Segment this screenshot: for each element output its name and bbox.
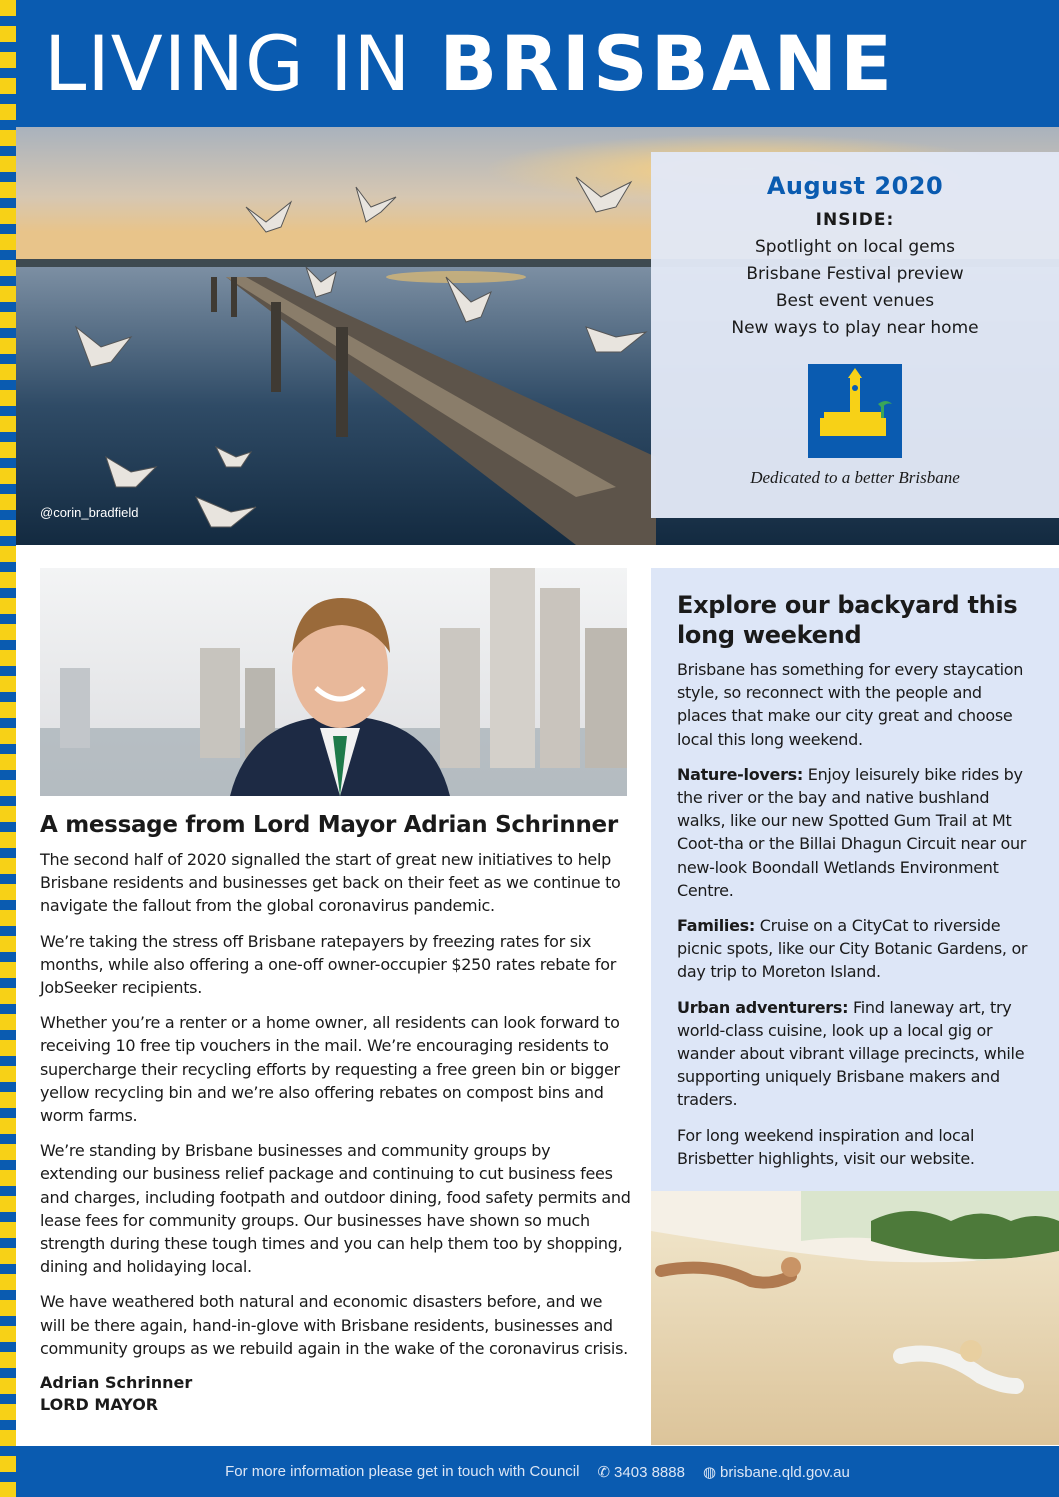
footer-phone[interactable]: [597, 1463, 684, 1481]
explore-section: [677, 763, 1033, 902]
inside-label: INSIDE:: [815, 210, 895, 230]
inside-item: Brisbane Festival preview: [746, 264, 964, 284]
section-text: Find laneway art, try world-class cuisine, look up a local gig or wander about vibrant village precincts, while supporting uniquely Brisbane makers and traders.: [677, 997, 1025, 1110]
mayor-message: [40, 812, 632, 1416]
phone-number: 3403 8888: [614, 1463, 685, 1481]
explore-section: [677, 996, 1033, 1112]
message-paragraph: We’re standing by Brisbane businesses and community groups by extending our business relief package and continuing to cut business fees and charges, including footpath and outdoor dining, food safety permits and lease fees for community groups. Our businesses have shown so much strength during these tough times and you can help them too by shopping, dining and holidaying local.: [40, 1141, 631, 1277]
message-paragraph: We have weathered both natural and economic disasters before, and we will be there again, hand-in-glove with Brisbane residents, businesses and community groups as we rebuild again in the wake of the coronavirus crisis.: [40, 1292, 628, 1358]
inside-item: Spotlight on local gems: [755, 237, 955, 257]
explore-outro: For long weekend inspiration and local Brisbetter highlights, visit our website.: [677, 1125, 975, 1168]
explore-intro: Brisbane has something for every staycation style, so reconnect with the people and places that make our city great and choose local this long weekend.: [677, 660, 1024, 749]
motto: Dedicated to a better Brisbane: [750, 468, 960, 487]
decorative-stripe: [0, 0, 16, 1497]
section-text: Cruise on a CityCat to riverside picnic spots, like our City Botanic Gardens, or day trip to Moreton Island.: [677, 916, 1028, 982]
section-text: Enjoy leisurely bike rides by the river or the bay and native bushland walks, like our new Spotted Gum Trail at Mt Coot-tha or the Billai Dhagun Circuit near our new-look Boondall Wetlands Environment Centre.: [677, 764, 1027, 900]
signature-name: Adrian Schrinner: [40, 1373, 193, 1393]
footer-text: For more information please get in touch with Council: [225, 1463, 580, 1480]
explore-heading: Explore our backyard this long weekend: [677, 591, 1018, 649]
signature-title: LORD MAYOR: [40, 1395, 159, 1415]
section-label: Nature-lovers:: [677, 764, 803, 784]
masthead-title-bold: BRISBANE: [439, 19, 896, 108]
photo-credit: @corin_bradfield: [40, 505, 139, 520]
inside-item: Best event venues: [775, 291, 935, 311]
issue-month: August 2020: [766, 172, 944, 200]
message-paragraph: Whether you’re a renter or a home owner, all residents can look forward to receiving 10 free tip vouchers in the mail. We’re encouraging residents to supercharge their recycling efforts by requesting a free green bin or bigger yellow recycling bin and we’re also offering rebates on compost bins and worm farms.: [40, 1013, 620, 1126]
lord-mayor-photo: [40, 568, 627, 796]
city-hall-icon: [808, 364, 902, 458]
sand-dune-photo: [651, 1191, 1059, 1445]
explore-panel: [651, 568, 1059, 1191]
mayor-message-heading: A message from Lord Mayor Adrian Schrinner: [40, 812, 618, 838]
inside-item: New ways to play near home: [731, 318, 979, 338]
section-label: Families:: [677, 916, 755, 936]
section-label: Urban adventurers:: [677, 997, 849, 1017]
masthead: [16, 0, 1059, 127]
globe-icon: ◍: [702, 1463, 717, 1481]
footer-website[interactable]: [703, 1463, 850, 1481]
mayor-portrait-image: [40, 568, 627, 796]
sand-dune-image: [651, 1191, 1059, 1445]
phone-icon: ✆: [597, 1463, 611, 1481]
explore-section: [677, 914, 1033, 984]
brisbane-city-logo: [808, 364, 902, 458]
message-paragraph: The second half of 2020 signalled the start of great new initiatives to help Brisbane residents and businesses get back on their feet as we continue to navigate the fallout from the global coronavirus pandemic.: [40, 850, 621, 916]
inside-list: [651, 234, 1059, 342]
footer: [16, 1446, 1059, 1497]
masthead-title-light: LIVING IN: [44, 19, 412, 108]
inside-box: [651, 152, 1059, 518]
website-url: brisbane.qld.gov.au: [720, 1463, 850, 1481]
message-paragraph: We’re taking the stress off Brisbane ratepayers by freezing rates for six months, while also offering a one-off owner-occupier $250 rates rebate for JobSeeker recipients.: [40, 931, 617, 998]
